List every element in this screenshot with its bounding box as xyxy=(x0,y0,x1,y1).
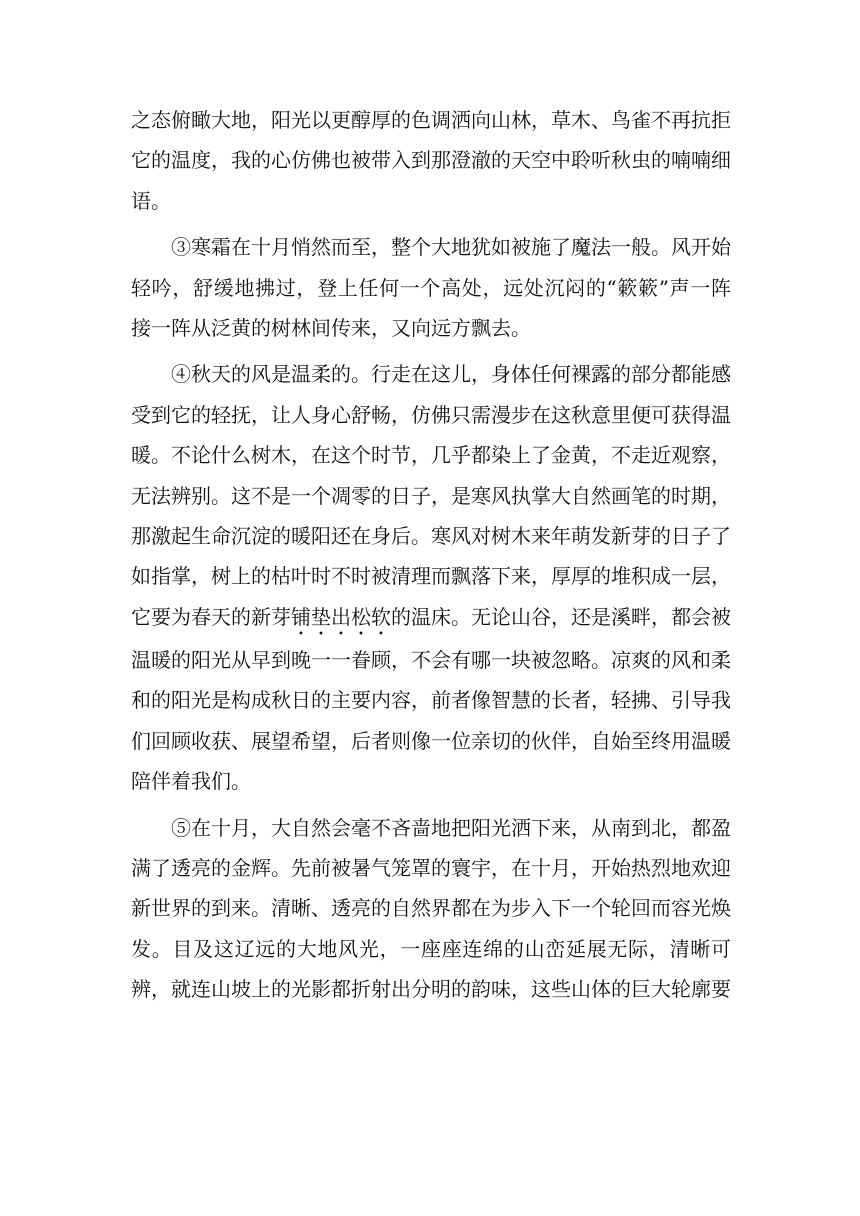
paragraph-4 xyxy=(131,354,731,801)
paragraph-3: ③寒霜在十月悄然而至，整个大地犹如被施了魔法一般。风开始轻吟，舒缓地拂过，登上任何一个高处，远处沉闷的“簌簌”声一阵接一阵从泛黄的树林间传来，又向远方飘去。 xyxy=(131,235,731,341)
paragraph-5: ⑤在十月，大自然会毫不吝啬地把阳光洒下来，从南到北，都盈满了透亮的金辉。先前被暑气笼罩的寰宇，在十月，开始热烈地欢迎新世界的到来。清晰、透亮的自然界都在为步入下一个轮回而容光焕发。目及这辽远的大地风光，一座座连绵的山峦延展无际，清晰可辨，就连山坡上的光影都折射出分明的韵味，这些山体的巨大轮廓要 xyxy=(131,815,731,1002)
paragraph-4-text-after: 的温床。无论山谷，还是溪畔，都会被温暖的阳光从早到晚一一眷顾，不会有哪一块被忽略。凉爽的风和柔和的阳光是构成秋日的主要内容，前者像智慧的长者，轻拂、引导我们回顾收获、展望希望，后者则像一位亲切的伙伴，自始至终用温暖陪伴着我们。 xyxy=(131,604,731,794)
emphasized-phrase: 铺垫出松软 xyxy=(291,604,391,629)
essay-body xyxy=(131,100,731,1016)
paragraph-continued: 之态俯瞰大地，阳光以更醇厚的色调洒向山林，草木、鸟雀不再抗拒它的温度，我的心仿佛也被带入到那澄澈的天空中聆听秋虫的喃喃细语。 xyxy=(131,108,731,213)
paragraph-4-text-before: ④秋天的风是温柔的。行走在这儿，身体任何裸露的部分都能感受到它的轻抚，让人身心舒畅，仿佛只需漫步在这秋意里便可获得温暖。不论什么树木，在这个时节，几乎都染上了金黄，不走近观察，无法辨别。这不是一个凋零的日子，是寒风执掌大自然画笔的时期，那激起生命沉淀的暖阳还在身后。寒风对树木来年萌发新芽的日子了如指掌，树上的枯叶时不时被清理而飘落下来，厚厚的堆积成一层，它要为春天的新芽 xyxy=(131,362,731,629)
